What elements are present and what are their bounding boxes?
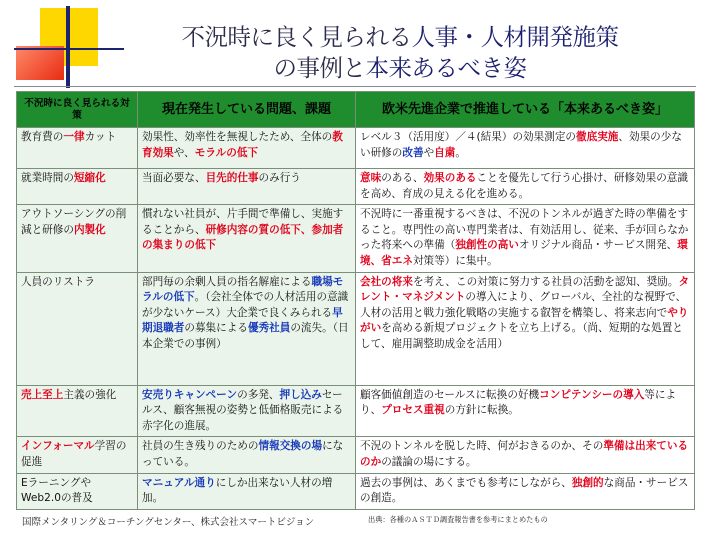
cell-text-segment: 早期退職者 — [142, 306, 343, 335]
cell-text-segment: モラルの低下 — [194, 146, 259, 159]
cell-text-segment: セールス、顧客無視の姿勢と低価格販売による赤字化の進展。 — [142, 388, 344, 432]
cell-text-segment: のみ行う — [258, 172, 301, 184]
cell-text-segment: Eラーニングや Web2.0の普及 — [21, 476, 93, 505]
cell-text-segment: 教育費の — [21, 131, 64, 143]
cell-text-segment: の募集による — [184, 322, 248, 335]
cell-text-segment: 効果のある — [423, 172, 477, 184]
title-line1-part-a: 不況時に良く見られる — [181, 23, 412, 51]
cell-text-segment: 慣れない社員が、片手間で準備し、実施することから、 — [142, 208, 344, 236]
cell-text-segment: 学習の促進 — [21, 440, 127, 468]
cell-text-segment: 社員の生き残りのための — [142, 440, 259, 453]
cell-text-segment: のある、 — [381, 172, 424, 184]
table-cell-col2 — [138, 169, 356, 205]
table-cell-col3 — [356, 169, 695, 205]
page-title — [110, 22, 690, 84]
table-cell-col2 — [138, 385, 356, 437]
cell-text-segment: 独創的 — [571, 476, 604, 489]
header-current-issues: 現在発生している問題、課題 — [138, 92, 356, 128]
cell-text-segment: 効果性、効率性を無視したため、全体の — [142, 131, 333, 143]
cell-text-segment: 不況時に一番重視するべきは、不況のトンネルが過ぎた時の準備をすること。専門性の高い専門業者は、有効活用し、従来、手が回らなかった将来への準備（ — [360, 208, 689, 252]
table-cell-col3 — [356, 437, 695, 473]
table-cell-col3 — [356, 385, 695, 437]
cell-text-segment: の多発、 — [237, 388, 280, 401]
cell-text-segment: レベル３（活用度）／４(結果）の効果測定の — [360, 131, 577, 143]
cell-text-segment: 徹底実施 — [576, 131, 619, 143]
cell-text-segment: 環境、省エネ — [360, 239, 688, 267]
table-cell-col2 — [138, 473, 356, 509]
table-cell-col2 — [138, 437, 356, 473]
cell-text-segment: 自粛 — [434, 146, 456, 159]
cell-text-segment: 職場モラルの低下 — [142, 275, 344, 304]
footer-organization: 国際メンタリング＆コーチングセンター、株式会社スマートビジョン — [22, 517, 315, 528]
table-cell-col2 — [138, 205, 356, 272]
cell-text-segment: プロセス重視 — [381, 404, 445, 417]
cell-text-segment: や — [423, 146, 435, 159]
table-cell-col3 — [356, 272, 695, 385]
cell-text-segment: 不況のトンネルを脱した時、何がおきるのか、その — [360, 440, 604, 453]
cell-text-segment: な商品・サービスの創造。 — [360, 476, 689, 505]
decorative-red-square — [16, 46, 64, 80]
decorative-navy-horizontal-bar — [14, 48, 124, 50]
table-cell-col2 — [138, 272, 356, 385]
cell-text-segment: 過去の事例は、あくまでも参考にしながら、 — [360, 476, 572, 489]
cell-text-segment: や、 — [173, 146, 195, 159]
cell-text-segment: の議論の場にする。 — [381, 455, 477, 468]
cell-text-segment: 安売りキャンペーン — [142, 388, 238, 401]
table-cell-col1 — [17, 385, 138, 437]
cell-text-segment: 対策等）に集中。 — [412, 254, 498, 267]
cell-text-segment: マニュアル通り — [142, 476, 216, 489]
table-row — [17, 385, 695, 437]
cell-text-segment: を考え、この対策に努力する社員の活動を認知、奨励。 — [412, 275, 679, 288]
cell-text-segment: 一律 — [63, 131, 85, 143]
cell-text-segment: タレント・マネジメント — [360, 275, 690, 304]
table-row — [17, 272, 695, 385]
decorative-navy-vertical-bar — [66, 6, 70, 88]
cell-text-segment: 部門毎の余剰人員の指名解雇による — [142, 275, 312, 288]
title-underline — [14, 86, 696, 87]
cell-text-segment: の流失。（日本企業での事例） — [142, 322, 349, 350]
footer-source: 出典：各種のＡＳＴＤ調査報告書を参考にまとめたもの — [368, 515, 548, 524]
cell-text-segment: 就業時間の — [21, 172, 74, 184]
table-body — [17, 128, 695, 510]
title-line2-part-a: の事例と — [273, 54, 366, 82]
cell-text-segment: 当面必要な、 — [142, 172, 206, 184]
table-cell-col1 — [17, 272, 138, 385]
cell-text-segment: 改善 — [402, 146, 424, 159]
cell-text-segment: 売上至上 — [21, 388, 64, 401]
table-cell-col1 — [17, 169, 138, 205]
cell-text-segment: 顧客価値創造のセールスに転換の好機 — [360, 388, 540, 401]
cell-text-segment: オリジナル商品・サービス開発、 — [518, 239, 678, 252]
table-cell-col3 — [356, 128, 695, 169]
cell-text-segment: ことを優先して行う心掛け、研修効果の意識を高め、育成の見える化を進める。 — [360, 172, 688, 200]
cell-text-segment: 準備は出来ているのか — [360, 440, 689, 468]
cell-text-segment: 人員のリストラ — [21, 275, 95, 288]
cell-text-segment: 優秀社員 — [247, 322, 291, 335]
cell-text-segment: 意味 — [360, 172, 382, 184]
cell-text-segment: やりがい — [360, 306, 689, 335]
table-cell-col1 — [17, 437, 138, 473]
cell-text-segment: 。 — [455, 146, 466, 159]
table-cell-col3 — [356, 205, 695, 272]
cell-text-segment: 情報交換の場 — [258, 440, 323, 453]
table-row — [17, 169, 695, 205]
table-row — [17, 437, 695, 473]
cell-text-segment: カット — [84, 131, 117, 143]
table-row — [17, 205, 695, 272]
cell-text-segment: 教育効果 — [142, 131, 343, 159]
table-cell-col1 — [17, 205, 138, 272]
cell-text-segment: 短縮化 — [73, 172, 106, 184]
cell-text-segment: アウトソーシングの削減と研修の — [21, 208, 127, 236]
cell-text-segment: インフォーマル — [21, 440, 95, 453]
cell-text-segment: になっている。 — [142, 440, 344, 468]
cell-text-segment: 。（会社全体での人材活用の意識が少ないケース）大企業で良くみられる — [142, 291, 349, 319]
cell-text-segment: 研修内容の質の低下、参加者の集まりの低下 — [142, 223, 344, 252]
table-cell-col1 — [17, 473, 138, 509]
cell-text-segment: コンピテンシーの導入 — [539, 388, 645, 401]
table-cell-col1 — [17, 128, 138, 169]
header-ideal-state: 欧米先進企業で推進している「本来あるべき姿」 — [356, 92, 695, 128]
measures-comparison-table — [16, 91, 695, 510]
cell-text-segment: 内製化 — [73, 223, 106, 236]
cell-text-segment: 等により、 — [360, 388, 677, 417]
cell-text-segment: を高める新規プロジェクトを立ち上げる。（尚、短期的な処置として、雇用調整助成金を活用） — [360, 322, 683, 350]
cell-text-segment: 、効果の少ない研修の — [360, 131, 682, 159]
cell-text-segment: 押し込み — [279, 388, 322, 401]
cell-text-segment: 独創性の高い — [455, 239, 519, 252]
header-countermeasure: 不況時に良く見られる対策 — [17, 92, 138, 128]
title-line1-part-b: 人事・人材開発施策 — [411, 23, 619, 51]
cell-text-segment: 目先的仕事 — [205, 172, 259, 184]
cell-text-segment: の導入により、グローバル、全社的な視野で、人材の活用と戦力強化戦略の実施する叡智を構築し、将来志向で — [360, 291, 687, 319]
table-row — [17, 473, 695, 509]
table-row — [17, 128, 695, 169]
title-line2-part-b: 本来あるべき姿 — [365, 54, 527, 82]
cell-text-segment: 会社の将来 — [360, 275, 413, 288]
cell-text-segment: 主義の強化 — [63, 388, 117, 401]
cell-text-segment: にしか出来ない人材の増加。 — [142, 476, 333, 505]
cell-text-segment: の方針に転換。 — [444, 404, 519, 417]
table-cell-col2 — [138, 128, 356, 169]
table-cell-col3 — [356, 473, 695, 509]
